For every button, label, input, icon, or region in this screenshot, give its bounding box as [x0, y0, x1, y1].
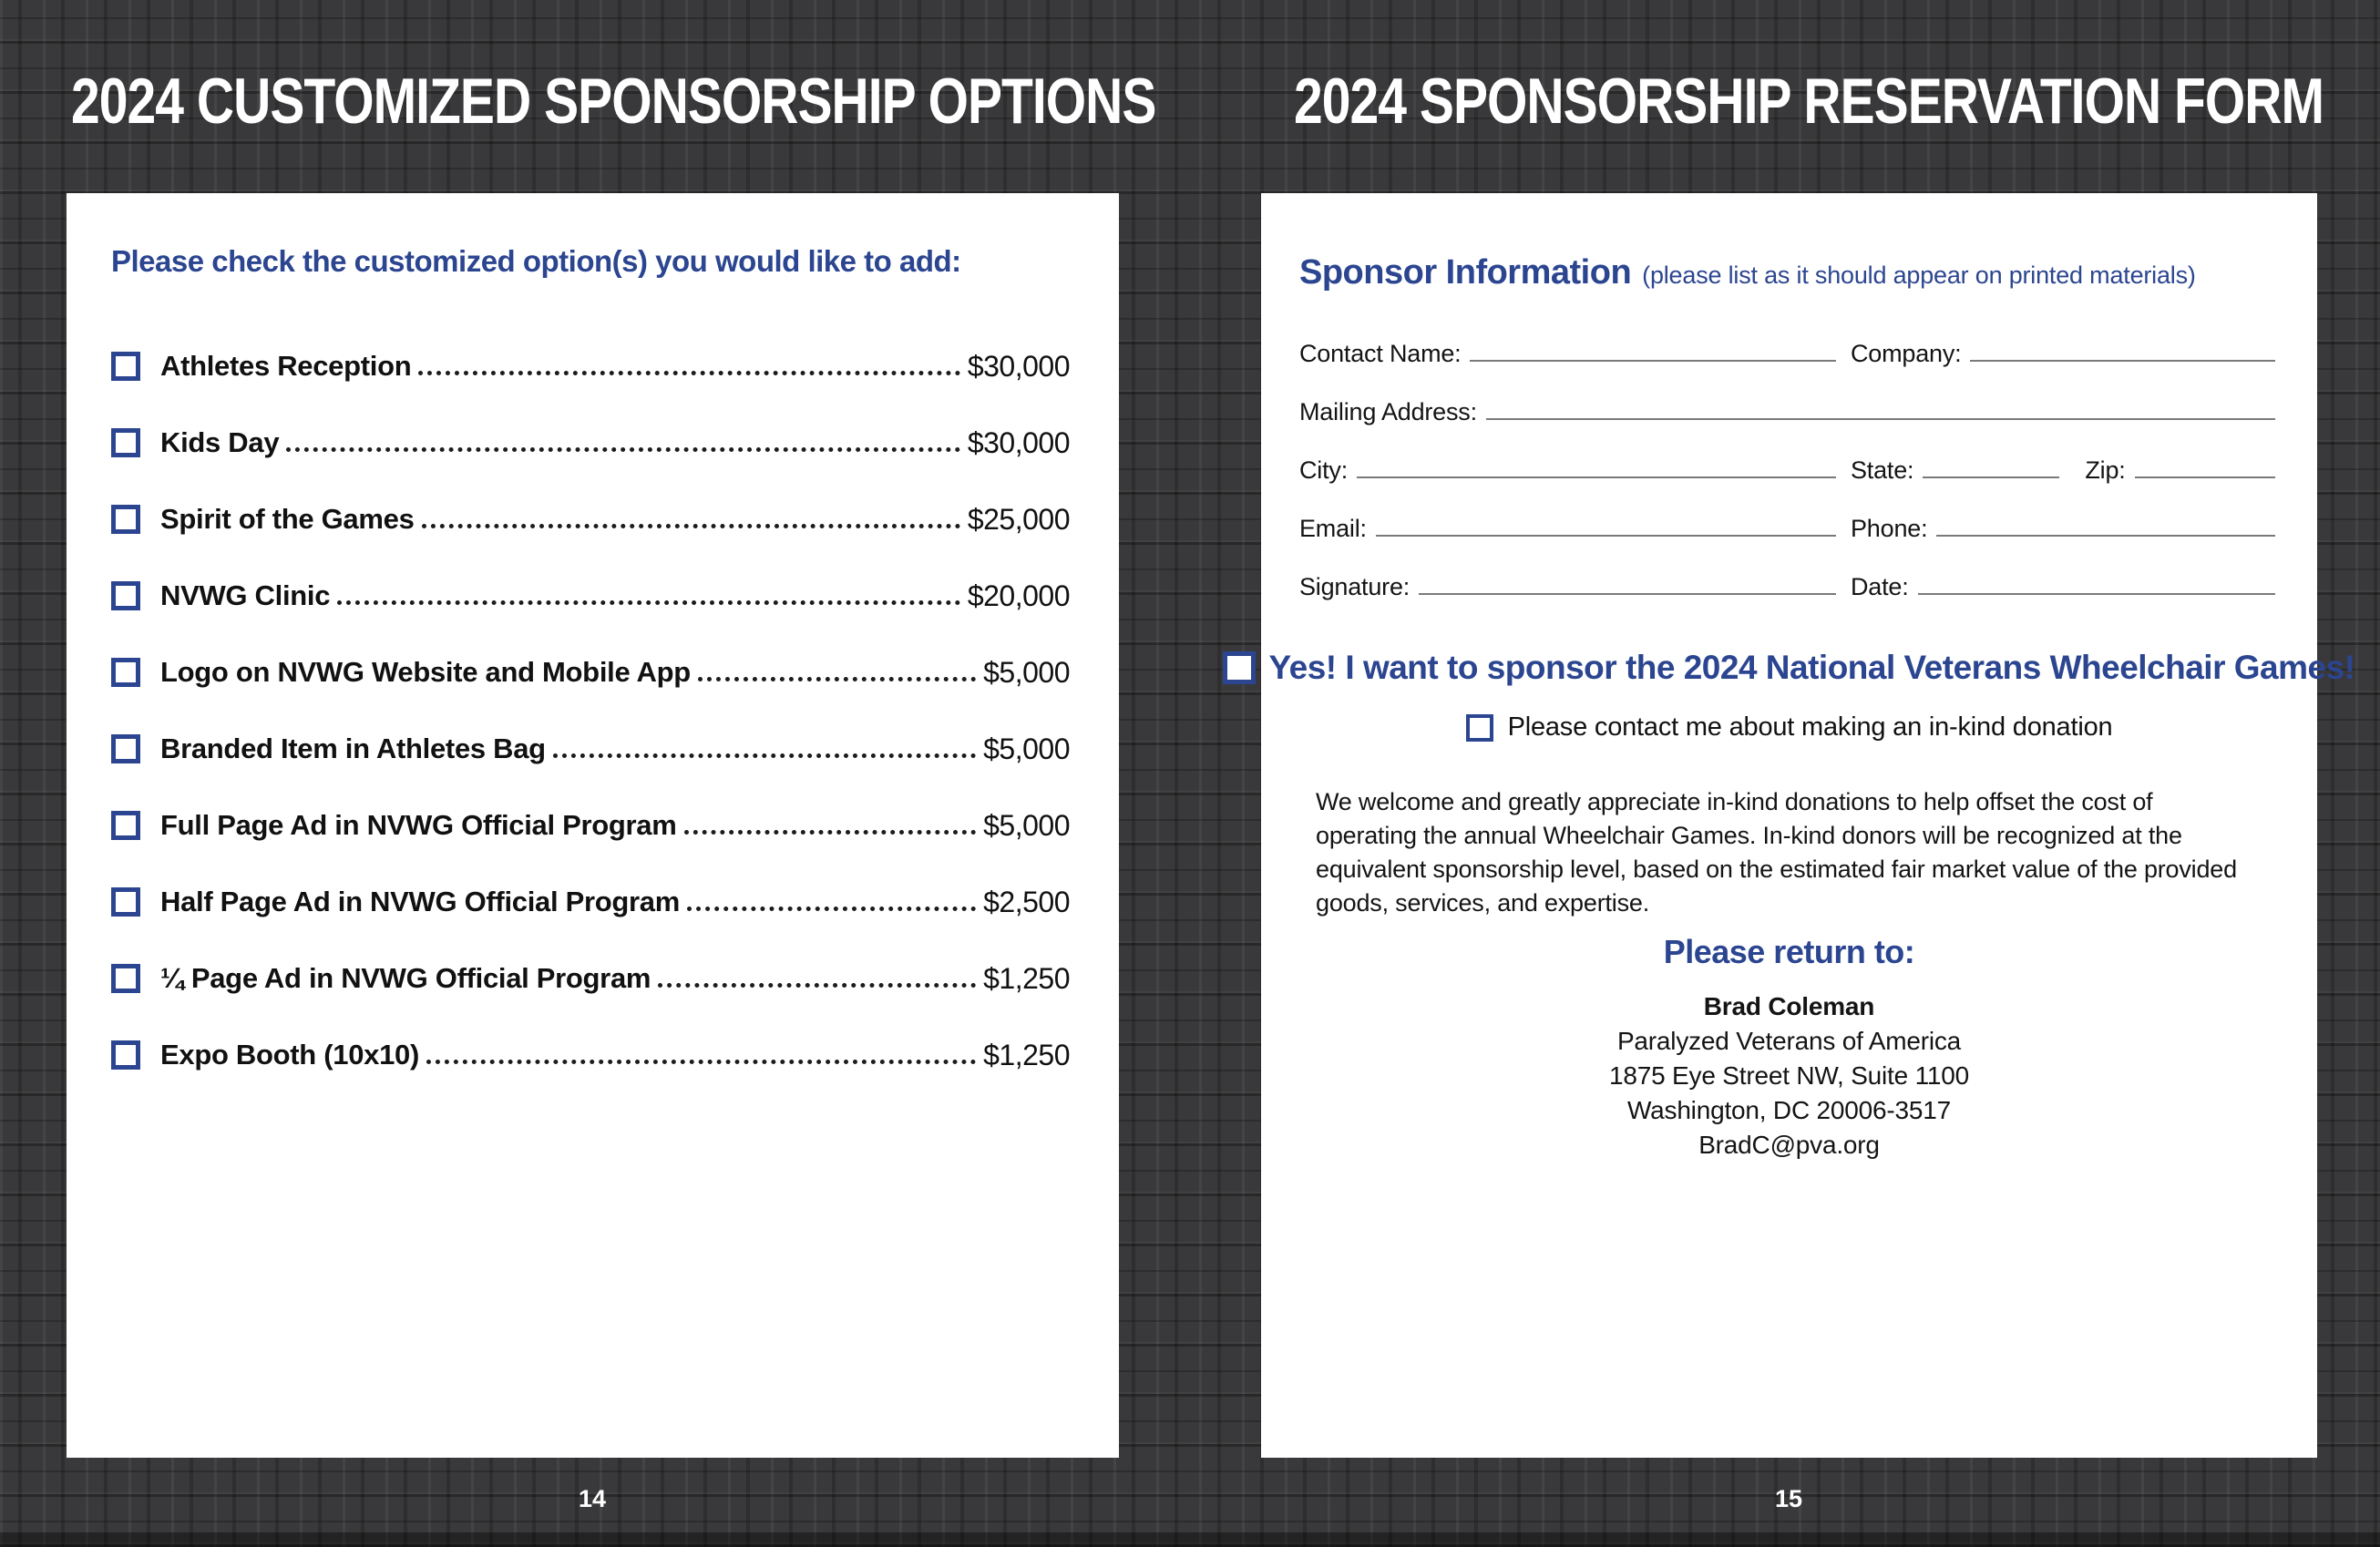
option-price: $30,000 [967, 349, 1070, 383]
option-price: $5,000 [983, 808, 1070, 842]
dotted-leader [684, 811, 977, 835]
option-label: ¼ Page Ad in NVWG Official Program [160, 962, 651, 994]
customized-options-page [67, 193, 1119, 1458]
option-checkbox[interactable] [111, 734, 140, 763]
signature-label: Signature: [1299, 573, 1411, 600]
sponsor-form [1299, 310, 2277, 601]
option-label: Full Page Ad in NVWG Official Program [160, 809, 677, 841]
option-label: Expo Booth (10x10) [160, 1039, 419, 1071]
option-checkbox[interactable] [111, 428, 140, 457]
option-row [111, 711, 1070, 787]
dotted-leader [553, 734, 976, 758]
right-page-title: 2024 SPONSORSHIP RESERVATION FORM [1294, 65, 2324, 138]
option-label: NVWG Clinic [160, 579, 331, 611]
state-line [1923, 476, 2059, 478]
email-line [1376, 535, 1836, 537]
date-group [1851, 573, 2277, 601]
mailing-address-label: Mailing Address: [1299, 398, 1477, 425]
form-row-mailing-address [1299, 368, 2277, 426]
return-contact-name: Brad Coleman [1703, 992, 1875, 1020]
contact-name-label: Contact Name: [1299, 340, 1462, 367]
option-checkbox[interactable] [111, 887, 140, 917]
option-price: $1,250 [983, 961, 1070, 995]
dotted-leader [422, 505, 960, 528]
option-price: $30,000 [967, 425, 1070, 459]
option-price: $5,000 [983, 655, 1070, 689]
option-checkbox[interactable] [111, 1040, 140, 1070]
bottom-edge-strip [0, 1532, 2380, 1547]
option-row [111, 634, 1070, 711]
left-page-title: 2024 CUSTOMIZED SPONSORSHIP OPTIONS [71, 65, 1156, 138]
dotted-leader [426, 1040, 976, 1064]
date-line [1918, 593, 2275, 595]
option-label: Branded Item in Athletes Bag [160, 733, 546, 764]
return-contact-org: Paralyzed Veterans of America [1616, 1027, 1962, 1055]
return-address-block [1261, 989, 2317, 1163]
state-label: State: [1851, 456, 1914, 484]
sponsor-yes-label: Yes! I want to sponsor the 2024 National Veterans Wheelchair Games! [1268, 649, 2355, 686]
option-row [111, 558, 1070, 634]
state-zip-group [1851, 456, 2277, 485]
option-label: Logo on NVWG Website and Mobile App [160, 656, 691, 688]
mailing-address-line [1486, 418, 2275, 420]
email-label: Email: [1299, 515, 1367, 542]
return-contact-address1: 1875 Eye Street NW, Suite 1100 [1608, 1061, 1970, 1090]
option-row [111, 481, 1070, 558]
option-label: Athletes Reception [160, 350, 412, 382]
return-to-heading: Please return to: [1663, 933, 1915, 970]
company-line [1970, 360, 2275, 362]
inkind-paragraph: We welcome and greatly appreciate in-kind donations to help offset the cost of operating the annual Wheelchair Games. In-kind donors will be recognized at the equivalent sponsorship level, based on the estimated fair market value of the provided goods, services, and expertise. [1316, 788, 2237, 917]
sponsor-yes-row [1261, 649, 2355, 687]
reservation-form-page [1261, 193, 2355, 1458]
dotted-leader [658, 964, 976, 988]
form-row-signature-date [1299, 543, 2277, 601]
sponsor-information-note: (please list as it should appear on printed materials) [1642, 261, 2196, 289]
sponsor-information-header [1299, 253, 2196, 292]
form-row-city-state-zip [1299, 426, 2277, 485]
sponsor-information-title: Sponsor Information [1299, 253, 1632, 292]
phone-line [1936, 535, 2275, 537]
inkind-contact-row [1261, 712, 2317, 743]
option-checkbox[interactable] [111, 811, 140, 840]
dotted-leader [687, 887, 976, 911]
option-label: Half Page Ad in NVWG Official Program [160, 886, 680, 917]
phone-group [1851, 515, 2277, 543]
sponsor-yes-checkbox[interactable] [1223, 651, 1256, 684]
option-checkbox[interactable] [111, 658, 140, 687]
company-label: Company: [1851, 340, 1962, 367]
option-price: $2,500 [983, 885, 1070, 918]
page-number-right: 15 [1774, 1485, 1803, 1512]
option-label: Kids Day [160, 426, 280, 458]
option-row [111, 405, 1070, 481]
options-heading: Please check the customized option(s) you would like to add: [111, 244, 961, 278]
option-row [111, 328, 1070, 405]
return-contact-address2: Washington, DC 20006-3517 [1626, 1096, 1952, 1124]
inkind-contact-checkbox[interactable] [1466, 714, 1493, 742]
options-list [111, 328, 1070, 1093]
dotted-leader [698, 658, 976, 681]
contact-name-line [1470, 360, 1836, 362]
option-label: Spirit of the Games [160, 503, 415, 535]
dotted-leader [418, 352, 959, 375]
company-group [1851, 340, 2277, 368]
option-price: $1,250 [983, 1038, 1070, 1071]
city-label: City: [1299, 456, 1349, 484]
option-row [111, 940, 1070, 1017]
option-price: $25,000 [967, 502, 1070, 536]
option-row [111, 1017, 1070, 1093]
return-contact-email: BradC@pva.org [1698, 1131, 1880, 1159]
phone-label: Phone: [1851, 515, 1928, 542]
page-number-left: 14 [578, 1485, 607, 1512]
date-label: Date: [1851, 573, 1909, 600]
zip-line [2135, 476, 2275, 478]
option-checkbox[interactable] [111, 352, 140, 381]
option-row [111, 787, 1070, 864]
zip-label: Zip: [2085, 456, 2126, 484]
form-row-email-phone [1299, 485, 2277, 543]
signature-line [1419, 593, 1836, 595]
city-line [1357, 476, 1836, 478]
option-checkbox[interactable] [111, 581, 140, 610]
option-price: $5,000 [983, 732, 1070, 765]
option-row [111, 864, 1070, 940]
option-checkbox[interactable] [111, 505, 140, 534]
dotted-leader [337, 581, 960, 605]
inkind-contact-label: Please contact me about making an in-kind donation [1507, 712, 2113, 742]
option-checkbox[interactable] [111, 964, 140, 993]
option-price: $20,000 [967, 579, 1070, 612]
dotted-leader [286, 428, 960, 452]
form-row-contact-company [1299, 310, 2277, 368]
